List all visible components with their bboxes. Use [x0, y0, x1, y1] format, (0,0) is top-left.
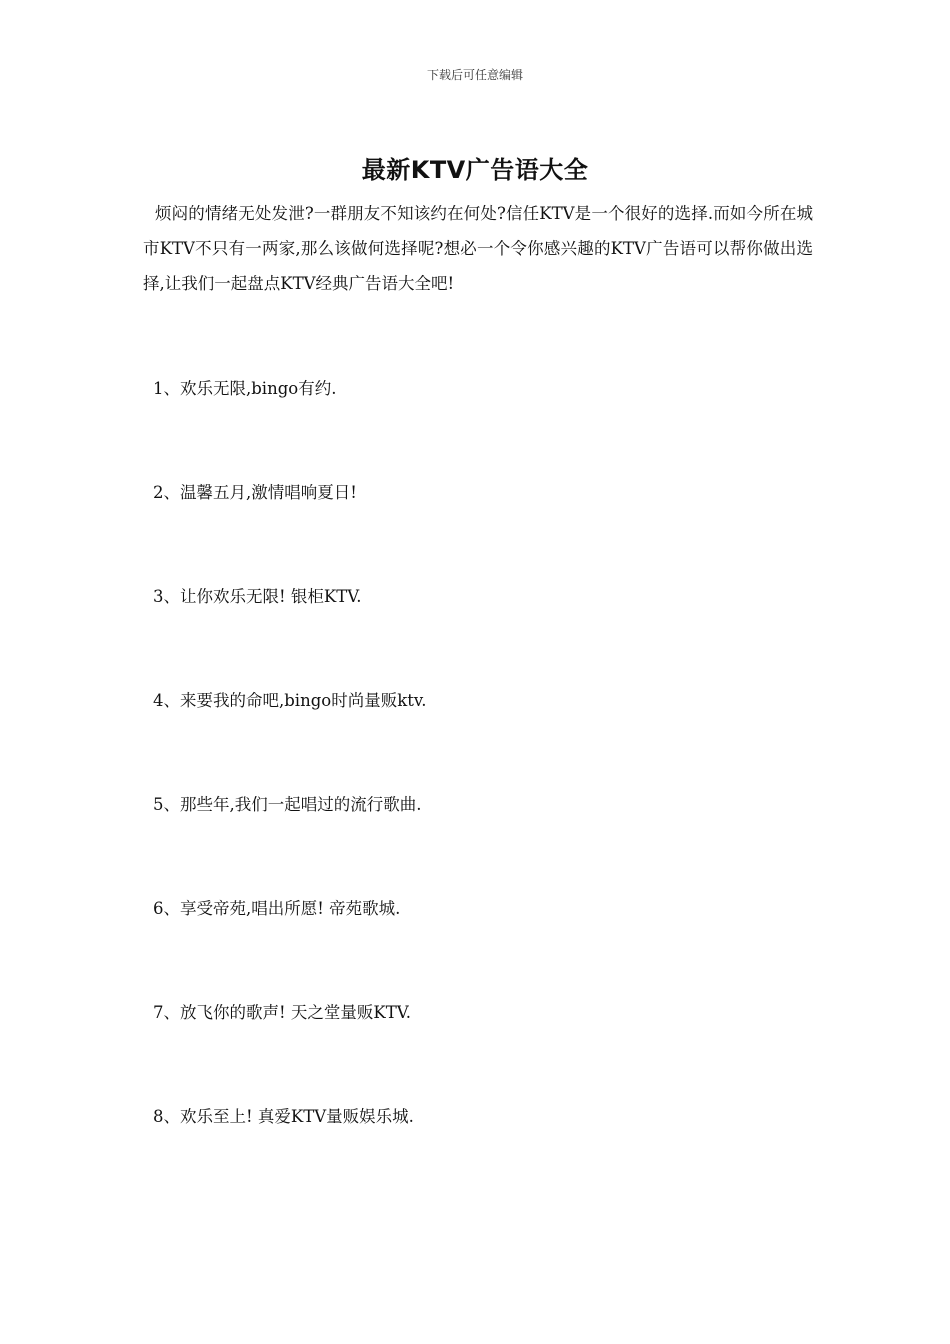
slogan-item-1: 1、欢乐无限,bingo有约. — [153, 379, 337, 398]
slogan-item-4: 4、来要我的命吧,bingo时尚量贩ktv. — [153, 691, 427, 710]
slogan-item-5: 5、那些年,我们一起唱过的流行歌曲. — [153, 795, 422, 814]
header-note: 下载后可任意编辑 — [426, 68, 523, 82]
slogan-item-8: 8、欢乐至上! 真爱KTV量贩娱乐城. — [153, 1107, 414, 1126]
slogan-item-7: 7、放飞你的歌声! 天之堂量贩KTV. — [153, 1003, 411, 1022]
document-title: 最新KTV广告语大全 — [361, 156, 589, 184]
slogan-item-3: 3、让你欢乐无限! 银柜KTV. — [153, 587, 362, 606]
slogan-item-6: 6、享受帝苑,唱出所愿! 帝苑歌城. — [153, 899, 401, 918]
intro-paragraph: 烦闷的情绪无处发泄?一群朋友不知该约在何处?信任KTV是一个很好的选择.而如今所在城市KTV不只有一两家,那么该做何选择呢?想必一个令你感兴趣的KTV广告语可以帮你做出选择,让我们一起盘点KTV经典广告语大全吧! — [143, 204, 813, 293]
slogan-item-2: 2、温馨五月,激情唱响夏日! — [153, 483, 357, 502]
slogan-list — [153, 375, 813, 1207]
